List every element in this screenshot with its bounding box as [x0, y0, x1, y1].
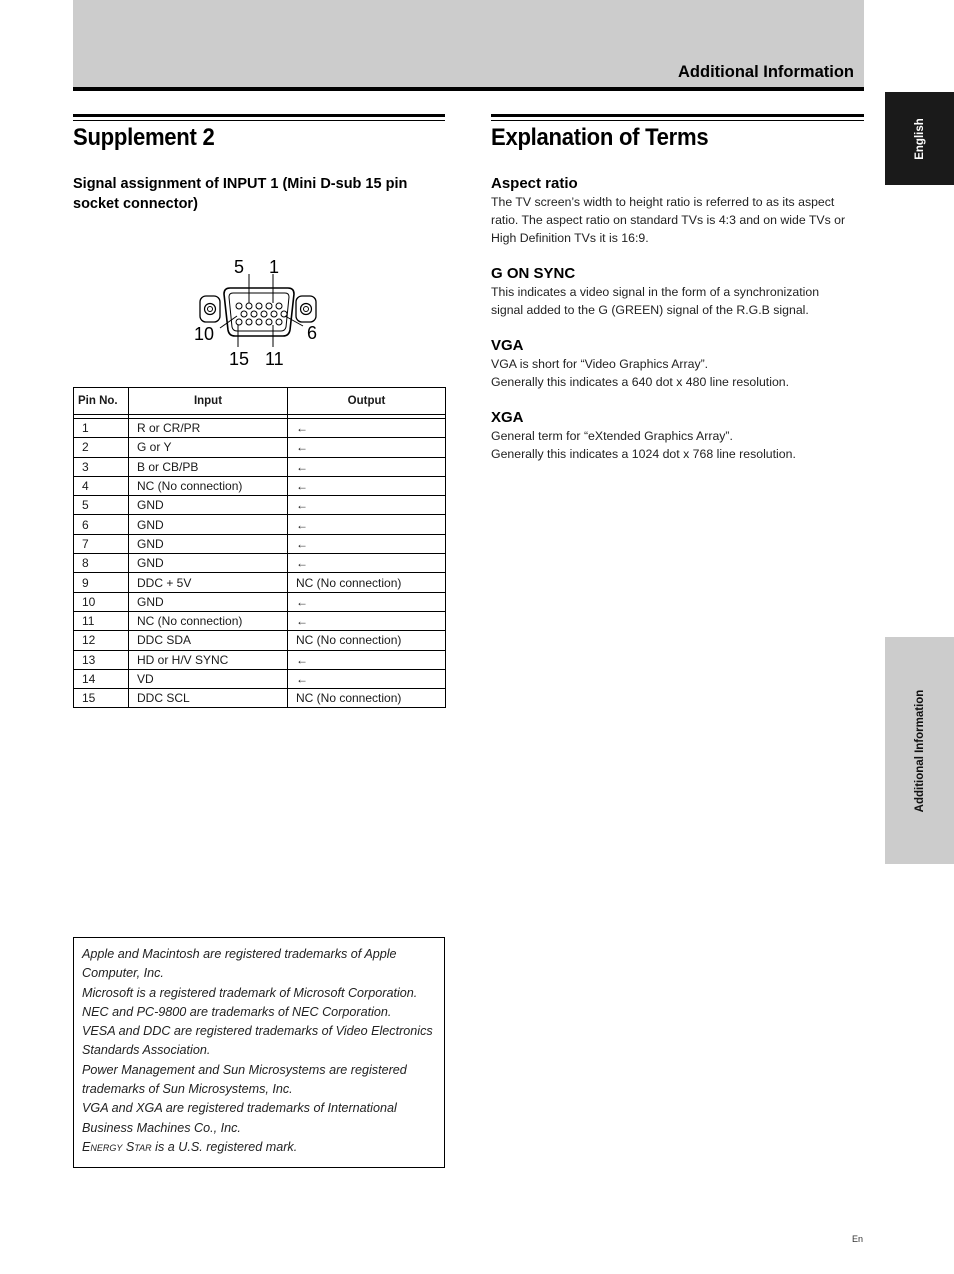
trademark-line: VESA and DDC are registered trademarks of Video Electronics — [82, 1024, 433, 1039]
output-signal-cell: ← — [288, 611, 446, 630]
term-xga — [491, 408, 863, 464]
output-signal-cell: ← — [288, 419, 446, 438]
header-rule — [73, 87, 864, 91]
pin-label-6: 6 — [307, 323, 318, 343]
term-line: VGA is short for “Video Graphics Array”. — [491, 357, 709, 371]
pin-number-cell: 7 — [74, 534, 129, 553]
pin-label-5: 5 — [234, 257, 245, 277]
dsub-connector-diagram — [190, 252, 330, 372]
table-row — [74, 419, 446, 438]
col-header-pin-no: Pin No. — [74, 388, 129, 415]
input-signal-cell: GND — [129, 592, 288, 611]
table-row — [74, 592, 446, 611]
pin-number-cell: 2 — [74, 438, 129, 457]
table-row — [74, 669, 446, 688]
col-header-input: Input — [129, 388, 288, 415]
pin-label-10: 10 — [194, 324, 215, 344]
term-heading: VGA — [491, 337, 524, 354]
pin-number-cell: 14 — [74, 669, 129, 688]
footer-language-code: En — [852, 1234, 864, 1244]
trademark-line: Business Machines Co., Inc. — [82, 1120, 241, 1135]
term-vga — [491, 336, 863, 392]
input-signal-cell: HD or H/V SYNC — [129, 650, 288, 669]
output-signal-cell: ← — [288, 515, 446, 534]
output-signal-cell: ← — [288, 457, 446, 476]
side-tab-additional-label: Additional Information — [913, 689, 926, 812]
table-row — [74, 611, 446, 630]
col-header-output: Output — [288, 388, 446, 415]
output-signal-cell: ← — [288, 669, 446, 688]
input-signal-cell: GND — [129, 534, 288, 553]
input-signal-cell: B or CB/PB — [129, 457, 288, 476]
input-signal-cell: NC (No connection) — [129, 611, 288, 630]
explanation-title: Explanation of Terms — [491, 124, 709, 151]
table-row — [74, 438, 446, 457]
output-signal-cell: NC (No connection) — [288, 573, 446, 592]
signal-assignment-heading: Signal assignment of INPUT 1 (Mini D-sub 15 pin socket connector) — [73, 176, 408, 212]
term-heading: XGA — [491, 409, 524, 426]
term-line: Generally this indicates a 1024 dot x 768 line resolution. — [491, 446, 796, 461]
side-tab-additional-information — [885, 637, 954, 864]
pin-label-1: 1 — [269, 257, 280, 277]
output-signal-cell: ← — [288, 496, 446, 515]
table-row — [74, 573, 446, 592]
pin-label-11: 11 — [265, 349, 284, 369]
output-signal-cell: ← — [288, 554, 446, 573]
header-title: Additional Information — [678, 63, 854, 81]
term-g-on-sync — [491, 264, 863, 320]
term-line: The TV screen’s width to height ratio is referred to as its aspect — [491, 195, 835, 209]
output-signal-cell: ← — [288, 476, 446, 495]
table-row — [74, 689, 446, 708]
trademark-line-energy-star — [82, 1138, 436, 1157]
table-row — [74, 476, 446, 495]
term-line: ratio. The aspect ratio on standard TVs is 4:3 and on wide TVs or — [491, 212, 846, 227]
term-aspect-ratio — [491, 174, 863, 247]
term-line: General term for “eXtended Graphics Array”. — [491, 429, 733, 443]
input-signal-cell: GND — [129, 496, 288, 515]
table-header-row — [74, 388, 446, 415]
trademark-line: Standards Association. — [82, 1043, 211, 1058]
output-signal-cell: ← — [288, 438, 446, 457]
pin-number-cell: 8 — [74, 554, 129, 573]
pin-number-cell: 6 — [74, 515, 129, 534]
term-line: This indicates a video signal in the form of a synchronization — [491, 285, 820, 299]
output-signal-cell: ← — [288, 592, 446, 611]
input-signal-cell: DDC SDA — [129, 631, 288, 650]
input-signal-cell: GND — [129, 554, 288, 573]
supplement-title: Supplement 2 — [73, 124, 215, 151]
energy-star-name: Energy Star — [82, 1139, 152, 1154]
term-heading: G ON SYNC — [491, 265, 576, 282]
pin-label-15: 15 — [229, 349, 250, 369]
table-row — [74, 554, 446, 573]
pin-number-cell: 9 — [74, 573, 129, 592]
pin-number-cell: 15 — [74, 689, 129, 708]
term-line: High Definition TVs it is 16:9. — [491, 230, 649, 245]
input-signal-cell: VD — [129, 669, 288, 688]
pin-assignment-table — [73, 387, 446, 708]
pin-number-cell: 12 — [74, 631, 129, 650]
term-heading: Aspect ratio — [491, 175, 578, 192]
output-signal-cell: NC (No connection) — [288, 631, 446, 650]
trademark-line: trademarks of Sun Microsystems, Inc. — [82, 1082, 293, 1097]
pin-number-cell: 11 — [74, 611, 129, 630]
right-screw-icon — [296, 296, 316, 322]
side-tab-english-label: English — [913, 117, 926, 160]
trademark-line: Apple and Macintosh are registered trademarks of Apple — [82, 947, 397, 961]
side-tab-english — [885, 92, 954, 185]
trademarks-box — [73, 937, 445, 1168]
energy-star-rest: is a U.S. registered mark. — [151, 1139, 298, 1154]
pin-number-cell: 1 — [74, 419, 129, 438]
table-row — [74, 650, 446, 669]
output-signal-cell: ← — [288, 534, 446, 553]
trademark-line: NEC and PC-9800 are trademarks of NEC Corporation. — [82, 1004, 392, 1019]
input-signal-cell: DDC + 5V — [129, 573, 288, 592]
term-line: Generally this indicates a 640 dot x 480 line resolution. — [491, 374, 790, 389]
table-row — [74, 515, 446, 534]
input-signal-cell: DDC SCL — [129, 689, 288, 708]
trademark-line: Computer, Inc. — [82, 966, 164, 981]
trademark-line: Microsoft is a registered trademark of Microsoft Corporation. — [82, 985, 418, 1000]
trademark-line: Power Management and Sun Microsystems are registered — [82, 1062, 407, 1077]
input-signal-cell: R or CR/PR — [129, 419, 288, 438]
pin-number-cell: 4 — [74, 476, 129, 495]
explanation-title-rule — [491, 114, 864, 121]
output-signal-cell: ← — [288, 650, 446, 669]
table-row — [74, 457, 446, 476]
supplement-title-rule — [73, 114, 445, 121]
pin-number-cell: 5 — [74, 496, 129, 515]
pin-number-cell: 13 — [74, 650, 129, 669]
output-signal-cell: NC (No connection) — [288, 689, 446, 708]
trademark-line: VGA and XGA are registered trademarks of International — [82, 1101, 397, 1116]
left-screw-icon — [200, 296, 220, 322]
input-signal-cell: G or Y — [129, 438, 288, 457]
pin-number-cell: 10 — [74, 592, 129, 611]
term-line: signal added to the G (GREEN) signal of the R.G.B signal. — [491, 302, 809, 317]
input-signal-cell: GND — [129, 515, 288, 534]
pin-table-body — [74, 415, 446, 708]
table-row — [74, 631, 446, 650]
table-row — [74, 534, 446, 553]
pin-number-cell: 3 — [74, 457, 129, 476]
input-signal-cell: NC (No connection) — [129, 476, 288, 495]
table-row — [74, 496, 446, 515]
